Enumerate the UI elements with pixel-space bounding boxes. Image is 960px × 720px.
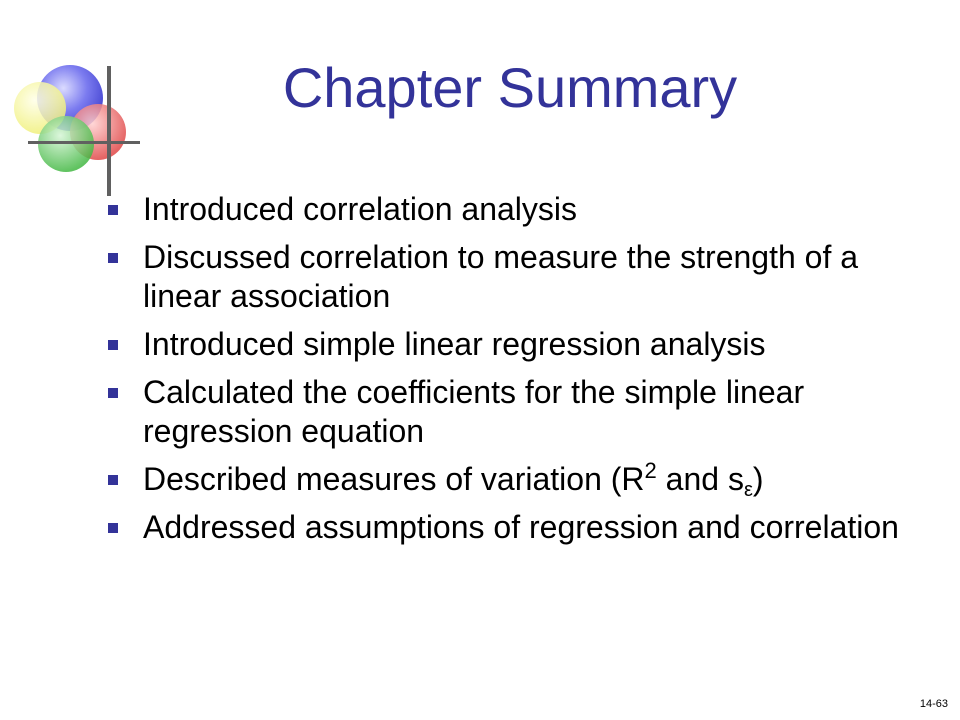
bullet-text-part: and s (656, 461, 744, 497)
bullet-item (106, 460, 926, 499)
square-bullet-icon (108, 205, 118, 215)
bullet-text: Addressed assumptions of regression and correlation (143, 509, 899, 545)
bullet-item (106, 190, 926, 229)
bullet-item (106, 238, 926, 316)
bullet-text: Introduced simple linear regression analysis (143, 326, 766, 362)
slide-title: Chapter Summary (282, 56, 738, 119)
subscript: ε (743, 479, 753, 501)
slide-number: 14-63 (919, 698, 948, 710)
bullet-text: Discussed correlation to measure the strength of a linear association (143, 239, 859, 314)
bullet-text-part: ) (752, 461, 764, 497)
decorative-circles-logo (10, 58, 140, 198)
bullet-text: Introduced correlation analysis (143, 191, 578, 227)
square-bullet-icon (108, 340, 118, 350)
square-bullet-icon (108, 475, 118, 485)
bullet-item (106, 373, 926, 451)
bullet-text-part: Described measures of variation (R (143, 461, 645, 497)
bullet-text: Calculated the coefficients for the simple linear regression equation (143, 374, 805, 449)
superscript: 2 (644, 458, 657, 483)
overlapping-circles-icon (10, 58, 140, 198)
square-bullet-icon (108, 253, 118, 263)
bullet-list (106, 190, 926, 556)
bullet-item (106, 508, 926, 547)
square-bullet-icon (108, 388, 118, 398)
bullet-item (106, 325, 926, 364)
square-bullet-icon (108, 523, 118, 533)
